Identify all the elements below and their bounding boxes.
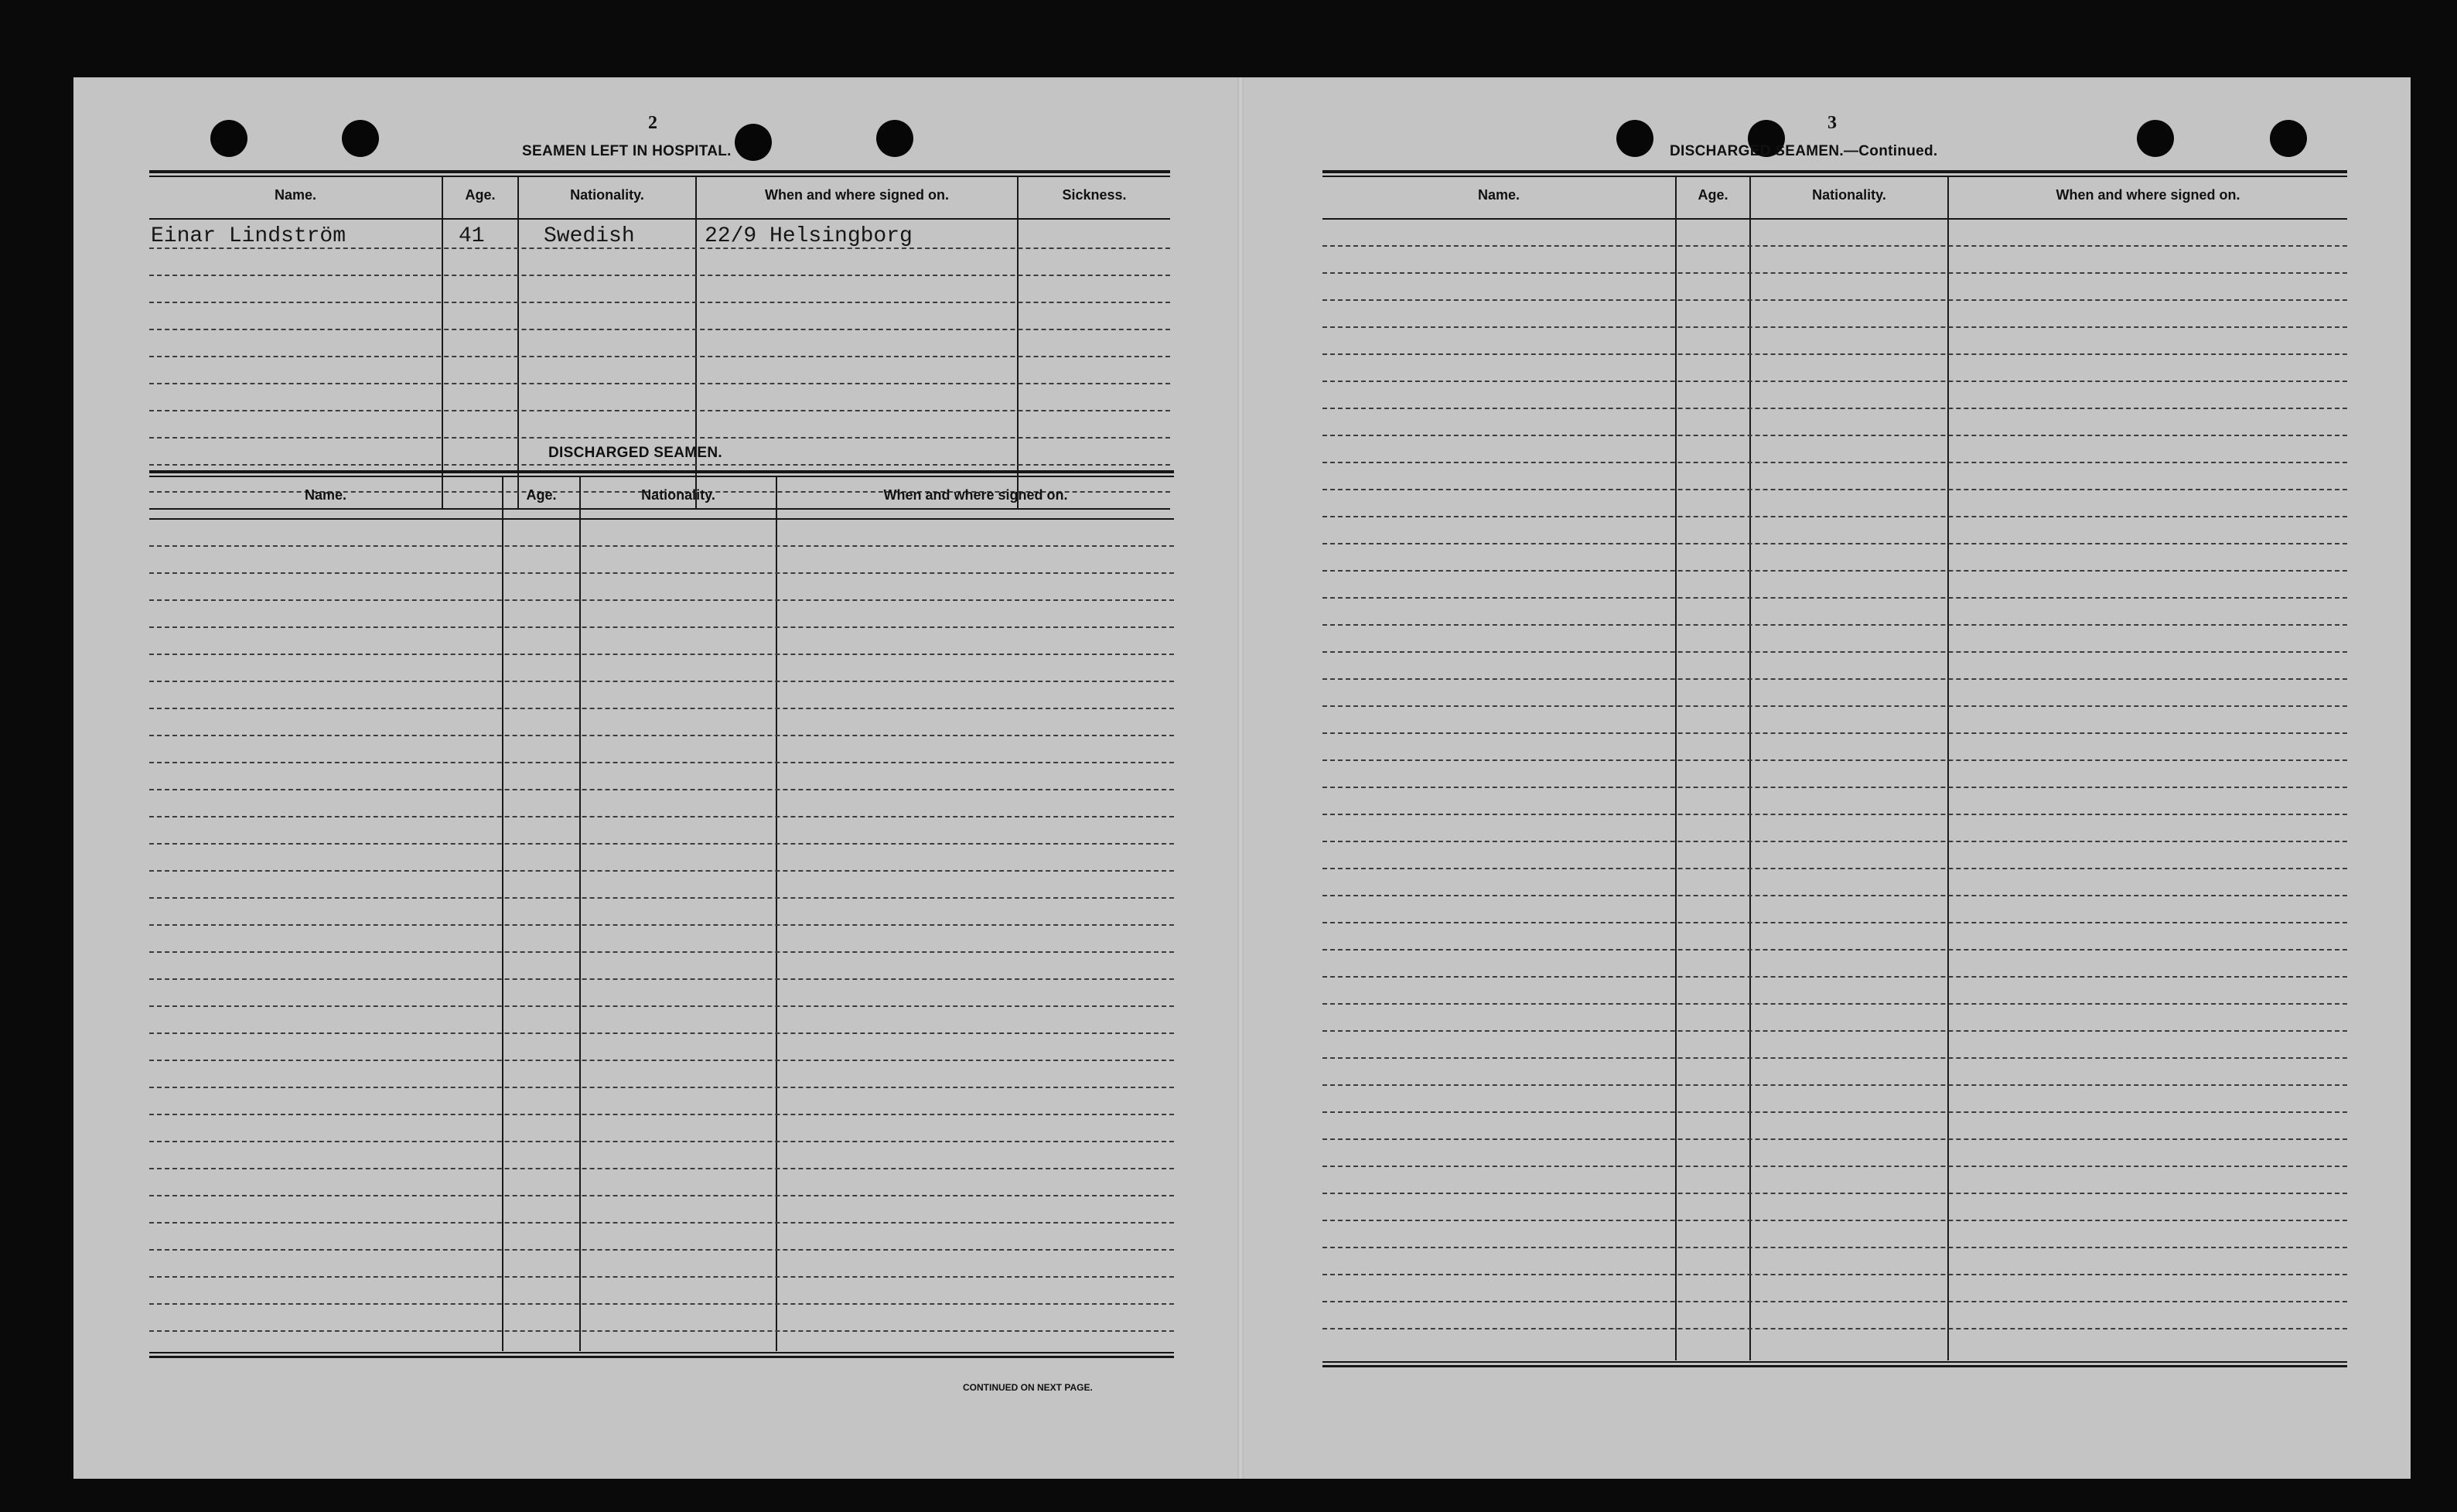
ruled-line: [149, 302, 1170, 303]
ruled-line: [149, 1303, 1174, 1305]
ruled-line: [1322, 1057, 2347, 1059]
ruled-line: [1322, 787, 2347, 788]
ruled-line: [149, 870, 1174, 872]
ruled-line: [1322, 922, 2347, 923]
ruled-line: [1322, 1193, 2347, 1194]
punch-hole: [1616, 120, 1653, 157]
hospital-row-name: Einar Lindström: [151, 224, 346, 248]
ruled-line: [1322, 1138, 2347, 1140]
discharged-table-left: [149, 470, 1174, 1375]
ruled-line: [149, 464, 1170, 466]
ruled-line: [1322, 1247, 2347, 1248]
ruled-line: [149, 437, 1170, 439]
col-head-nationality: Nationality.: [1812, 187, 1886, 203]
ruled-line: [1322, 489, 2347, 490]
discharged-continued-title: DISCHARGED SEAMEN.—Continued.: [1670, 143, 1938, 159]
table-top-rule: [149, 476, 1174, 477]
ruled-line: [149, 626, 1174, 628]
ruled-line: [1322, 1301, 2347, 1302]
ruled-line: [149, 1141, 1174, 1142]
ruled-line: [149, 762, 1174, 763]
left-page-number: 2: [648, 113, 657, 133]
ruled-line: [1322, 245, 2347, 247]
ruled-line: [149, 1330, 1174, 1332]
col-head-age: Age.: [465, 187, 496, 203]
ruled-line: [1322, 868, 2347, 869]
ruled-line: [1322, 759, 2347, 761]
ruled-line: [149, 1276, 1174, 1278]
discharged-section-title: DISCHARGED SEAMEN.: [548, 445, 722, 461]
col-head-name: Name.: [274, 187, 317, 203]
table-top-rule: [1322, 170, 2347, 173]
punch-hole: [876, 120, 913, 157]
ruled-line: [149, 978, 1174, 980]
col-head-age: Age.: [1698, 187, 1728, 203]
ruled-line: [1322, 435, 2347, 436]
ruled-line: [149, 654, 1174, 655]
hospital-row-nationality: Swedish: [544, 224, 635, 248]
punch-hole: [2137, 120, 2174, 157]
ruled-line: [1322, 624, 2347, 626]
ruled-line: [149, 843, 1174, 845]
column-divider: [1017, 177, 1019, 510]
ruled-line: [149, 1060, 1174, 1061]
ruled-line: [149, 545, 1174, 547]
ruled-line: [149, 275, 1170, 276]
punch-hole: [2270, 120, 2307, 157]
col-head-name: Name.: [1477, 187, 1520, 203]
ruled-line: [1322, 1084, 2347, 1086]
ruled-line: [149, 1087, 1174, 1088]
ruled-line: [149, 383, 1170, 384]
ruled-line: [149, 329, 1170, 330]
col-head-name: Name.: [304, 487, 347, 503]
ruled-line: [149, 599, 1174, 601]
ruled-line: [149, 681, 1174, 682]
table-top-rule: [1322, 176, 2347, 177]
ruled-line: [1322, 1111, 2347, 1113]
ruled-line: [1322, 381, 2347, 382]
punch-hole: [735, 124, 772, 161]
header-bottom-rule: [1322, 218, 2347, 220]
ruled-line: [1322, 895, 2347, 896]
column-divider: [442, 177, 443, 510]
ruled-line: [149, 572, 1174, 574]
hospital-row-signed-on: 22/9 Helsingborg: [705, 224, 913, 248]
col-head-signed-on: When and where signed on.: [883, 487, 1068, 503]
ruled-line: [1322, 1220, 2347, 1221]
continued-note: CONTINUED ON NEXT PAGE.: [963, 1382, 1093, 1393]
col-head-signed-on: When and where signed on.: [2056, 187, 2240, 203]
ruled-line: [149, 708, 1174, 709]
ruled-line: [1322, 462, 2347, 463]
ruled-line: [149, 1249, 1174, 1251]
ruled-line: [1322, 705, 2347, 707]
ruled-line: [1322, 841, 2347, 842]
ruled-line: [149, 1005, 1174, 1007]
ruled-line: [1322, 408, 2347, 409]
ruled-line: [1322, 651, 2347, 653]
ruled-line: [1322, 353, 2347, 355]
col-head-nationality: Nationality.: [641, 487, 715, 503]
ruled-line: [1322, 1274, 2347, 1275]
col-head-sickness: Sickness.: [1062, 187, 1127, 203]
table-bottom-rule: [149, 1356, 1174, 1358]
header-bottom-rule: [149, 518, 1174, 520]
ruled-line: [149, 924, 1174, 926]
ruled-line: [1322, 1166, 2347, 1167]
ruled-line: [1322, 272, 2347, 274]
column-divider: [517, 177, 519, 510]
ruled-line: [149, 1168, 1174, 1169]
ruled-line: [1322, 678, 2347, 680]
col-head-age: Age.: [526, 487, 557, 503]
ruled-line: [1322, 570, 2347, 572]
column-divider: [579, 477, 581, 1351]
ruled-line: [149, 951, 1174, 953]
ruled-line: [149, 356, 1170, 357]
ruled-line: [149, 1222, 1174, 1224]
col-head-signed-on: When and where signed on.: [764, 187, 950, 203]
hospital-section-title: SEAMEN LEFT IN HOSPITAL.: [522, 143, 732, 159]
ruled-line: [1322, 299, 2347, 301]
column-divider: [776, 477, 777, 1351]
table-top-rule: [149, 170, 1170, 173]
punch-hole: [342, 120, 379, 157]
ruled-line: [149, 1114, 1174, 1115]
ruled-line: [1322, 597, 2347, 599]
ruled-line: [1322, 732, 2347, 734]
table-bottom-rule: [149, 1352, 1174, 1353]
ruled-line: [1322, 814, 2347, 815]
table-bottom-rule: [1322, 1361, 2347, 1363]
col-head-nationality: Nationality.: [570, 187, 644, 203]
ruled-line: [149, 410, 1170, 411]
ruled-line: [149, 816, 1174, 817]
hospital-row-age: 41: [459, 224, 485, 248]
table-bottom-rule: [1322, 1365, 2347, 1367]
right-page-number: 3: [1827, 113, 1837, 133]
ruled-line: [1322, 1328, 2347, 1329]
ruled-line: [1322, 1003, 2347, 1005]
ruled-line: [1322, 976, 2347, 978]
discharged-table-right: [1322, 170, 2347, 1378]
table-top-rule: [149, 470, 1174, 473]
ruled-line: [149, 897, 1174, 899]
ruled-line: [1322, 949, 2347, 951]
ruled-line: [149, 735, 1174, 736]
ruled-line: [1322, 516, 2347, 517]
ruled-line: [1322, 326, 2347, 328]
column-divider: [502, 477, 503, 1351]
ruled-line: [149, 789, 1174, 790]
punch-hole: [210, 120, 247, 157]
ruled-line: [1322, 1030, 2347, 1032]
ruled-line: [149, 1195, 1174, 1196]
manifest-sheet: [73, 77, 2411, 1479]
ruled-line: [1322, 543, 2347, 544]
ruled-line: [149, 1032, 1174, 1034]
page-fold: [1237, 77, 1244, 1479]
